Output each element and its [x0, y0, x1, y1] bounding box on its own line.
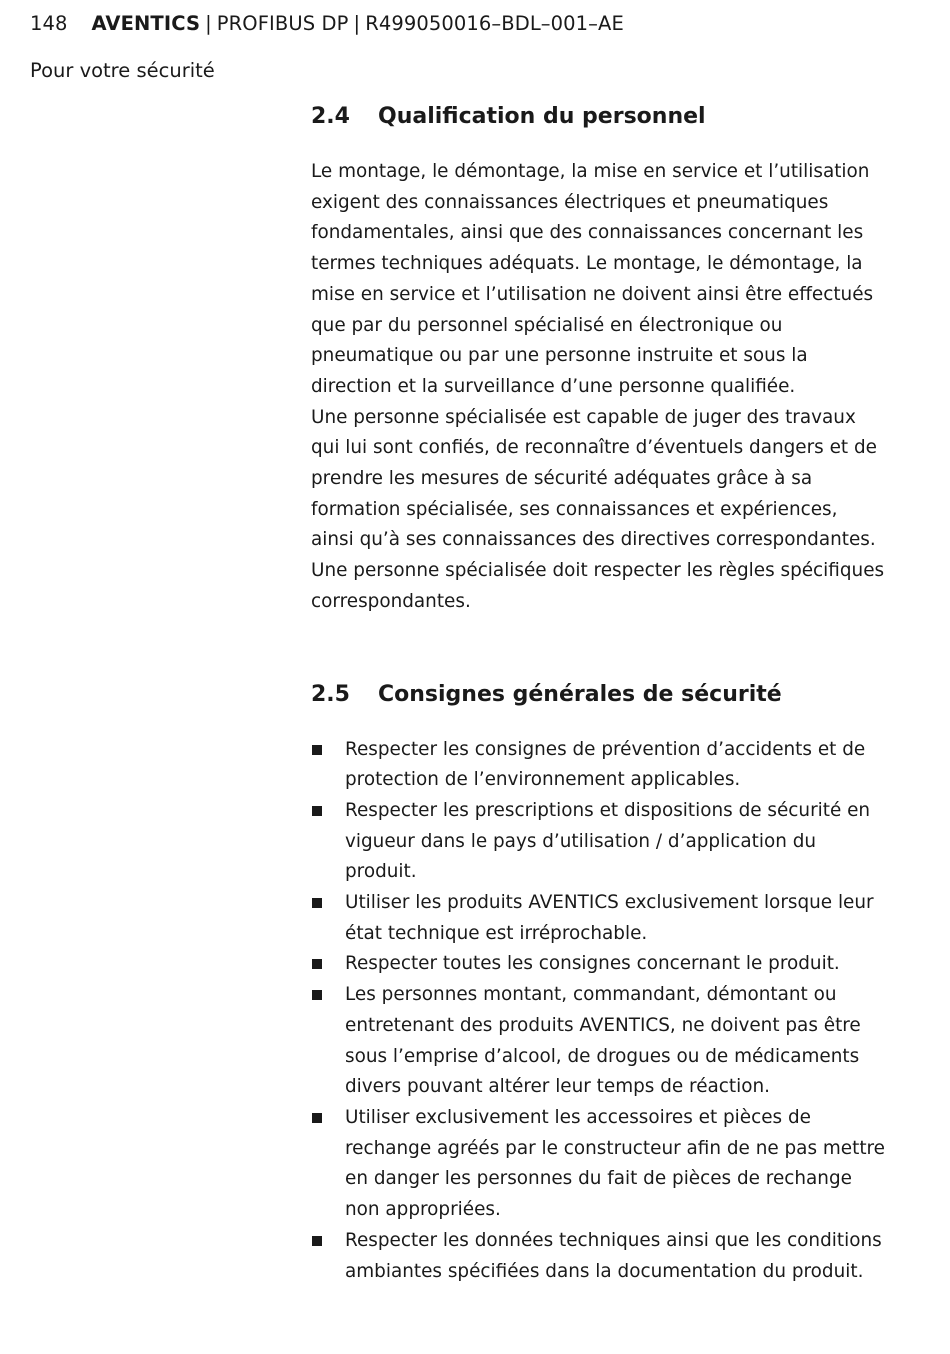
bullet-square-icon	[312, 990, 322, 1000]
document-id: R499050016–BDL–001–AE	[365, 12, 624, 35]
list-item-text: Respecter les données techniques ainsi que les conditions ambiantes spécifiées dans la documentation du produit.	[345, 1229, 882, 1282]
bullet-square-icon	[312, 959, 322, 969]
list-item	[311, 949, 886, 980]
list-item-text: Utiliser les produits AVENTICS exclusivement lorsque leur état technique est irréprochable.	[345, 892, 874, 944]
chapter-label: Pour votre sécurité	[30, 59, 215, 82]
list-item-text: Respecter les prescriptions et dispositions de sécurité en vigueur dans le pays d’utilisation / d’application du produit.	[345, 799, 871, 883]
qualification-paragraph-2: Une personne spécialisée est capable de juger des travaux qui lui sont confiés, de reconnaître d’éventuels dangers et de prendre les mesures de sécurité adéquates grâce à sa formation spécialisée, ses connaissances et expériences, ainsi qu’à ses connaissances des directives correspondantes. Une personne spécialisée doit respecter les règles spécifiques correspondantes.	[311, 406, 885, 612]
list-item	[311, 735, 886, 796]
section-number: 2.5	[311, 681, 350, 707]
page-header	[30, 12, 624, 35]
bullet-square-icon	[312, 745, 322, 755]
bullet-square-icon	[312, 1236, 322, 1246]
list-item	[311, 1103, 886, 1226]
list-item	[311, 888, 886, 949]
list-item-text: Respecter les consignes de prévention d’accidents et de protection de l’environnement applicables.	[345, 738, 866, 791]
list-item-text: Respecter toutes les consignes concernant le produit.	[345, 953, 840, 975]
main-content	[311, 104, 886, 1287]
section-number: 2.4	[311, 104, 350, 129]
page-number: 148	[30, 12, 68, 35]
safety-instructions-list	[311, 735, 886, 1288]
section-title: Qualification du personnel	[378, 104, 706, 129]
header-separator: |	[353, 12, 361, 35]
bullet-square-icon	[312, 1113, 322, 1123]
list-item	[311, 796, 886, 888]
list-item-text: Utiliser exclusivement les accessoires et pièces de rechange agréés par le constructeur afin de ne pas mettre en danger les personnes du fait de pièces de rechange non appropriées.	[345, 1106, 885, 1221]
brand-name: AVENTICS	[91, 12, 201, 35]
section-title: Consignes générales de sécurité	[378, 681, 782, 707]
list-item-text: Les personnes montant, commandant, démontant ou entretenant des produits AVENTICS, ne doivent pas être sous l’emprise d’alcool, de drogues ou de médicaments divers pouvant altérer leur temps de réaction.	[345, 984, 861, 1098]
bullet-square-icon	[312, 806, 322, 816]
bullet-square-icon	[312, 898, 322, 908]
header-separator: |	[205, 12, 212, 35]
qualification-paragraph-1: Le montage, le démontage, la mise en service et l’utilisation exigent des connaissances électriques et pneumatiques fondamentales, ainsi que des connaissances concernant les termes techniques adéquats. Le montage, le démontage, la mise en service et l’utilisation ne doivent ainsi être effectués que par du personnel spécialisé en électronique ou pneumatique ou par une personne instruite et sous la direction et la surveillance d’une personne qualifiée.	[311, 161, 874, 397]
list-item	[311, 980, 886, 1103]
section-heading-2-5	[311, 682, 886, 707]
section-heading-2-4	[311, 104, 886, 129]
list-item	[311, 1226, 886, 1287]
product-name: PROFIBUS DP	[216, 12, 349, 35]
